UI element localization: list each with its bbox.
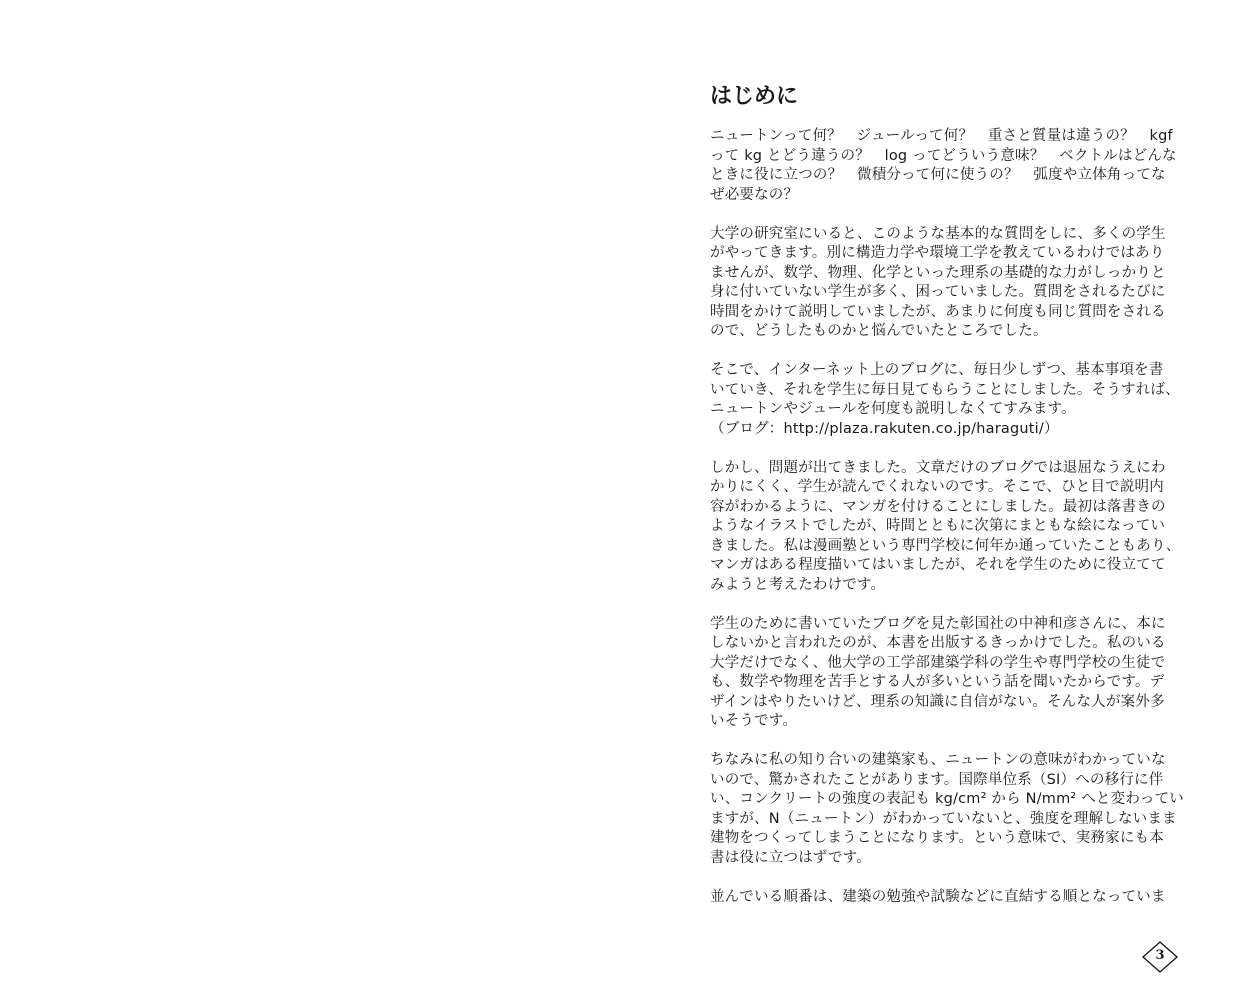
blog-url-line: （ブログ：http://plaza.rakuten.co.jp/haraguti/） [710, 420, 1059, 437]
text-line: も、数学や物理を苦手とする人が多いという話を聞いたからです。デ [710, 674, 1165, 690]
text-line: 建物をつくってしまうことになります。という意味で、実務家にも本 [710, 830, 1164, 846]
text-line: いていき、それを学生に毎日見てもらうことにしました。そうすれば、 [710, 381, 1180, 398]
text-line: 大学の研究室にいると、このような基本的な質問をしに、多くの学生 [710, 225, 1166, 242]
text-line: ニュートンやジュールを何度も説明しなくてすみます。 [710, 401, 1076, 417]
text-line: 大学だけでなく、他大学の工学部建築学科の学生や専門学校の生徒で [710, 654, 1166, 671]
text-line: 容がわかるように、マンガを付けることにしました。最初は落書きの [710, 498, 1166, 515]
text-line: 時間をかけて説明していましたが、あまりに何度も同じ質問をされる [710, 303, 1166, 320]
text-line: マンガはある程度描いてはいましたが、それを学生のために役立てて [710, 557, 1166, 573]
text-line: がやってきます。別に構造力学や環境工学を教えているわけではあり [710, 245, 1165, 261]
text-line: ので、どうしたものかと悩んでいたところでした。 [710, 323, 1048, 339]
paragraph-manga [710, 459, 1180, 596]
paragraph-publishing [710, 615, 1180, 732]
text-line: いので、驚かされたことがあります。国際単位系（SI）への移行に伴 [710, 771, 1164, 788]
text-line: ようなイラストでしたが、時間とともに次第にまともな絵になってい [710, 518, 1166, 534]
paragraph-architect [710, 751, 1184, 868]
text-line: 並んでいる順番は、建築の勉強や試験などに直結する順となっていま [710, 888, 1166, 905]
text-line: って kg とどう違うの？ log ってどういう意味？ ベクトルはどんな [710, 147, 1177, 164]
text-line: 書は役に立つはずです。 [710, 849, 871, 866]
page-heading: はじめに [710, 84, 799, 109]
text-line: しないかと言われたのが、本書を出版するきっかけでした。私のいる [710, 635, 1166, 651]
paragraph-questions [710, 127, 1180, 205]
page-number: 3 [1155, 948, 1165, 963]
body-text [710, 127, 1184, 927]
text-line: い、コンクリートの強度の表記も kg/cm² から N/mm² へと変わってい [710, 791, 1184, 807]
right-page [630, 0, 1260, 1000]
text-line: いそうです。 [710, 713, 798, 729]
text-line: ザインはやりたいけど、理系の知識に自信がない。そんな人が案外多 [710, 693, 1165, 710]
text-line: そこで、インターネット上のブログに、毎日少しずつ、基本事項を書 [710, 362, 1164, 378]
paragraph-order [710, 888, 1180, 908]
text-line: 身に付いていない学生が多く、困っていました。質問をされるたびに [710, 284, 1166, 300]
page-number-badge [1140, 940, 1180, 974]
text-line: ぜ必要なの？ [710, 186, 799, 203]
paragraph-blog [710, 361, 1180, 439]
text-line: ませんが、数学、物理、化学といった理系の基礎的な力がしっかりと [710, 264, 1166, 281]
text-line: ときに役に立つの？ 微積分って何に使うの？ 弧度や立体角ってな [710, 167, 1166, 183]
text-line: ニュートンって何？ ジュールって何？ 重さと質量は違うの？ kgf [710, 128, 1173, 144]
text-line: かりにくく、学生が読んでくれないのです。そこで、ひと目で説明内 [710, 479, 1164, 495]
text-line: みようと考えたわけです。 [710, 576, 886, 593]
text-line: ますが、N（ニュートン）がわかっていないと、強度を理解しないまま [710, 810, 1177, 827]
text-line: ちなみに私の知り合いの建築家も、ニュートンの意味がわかっていな [710, 752, 1166, 768]
text-line: 学生のために書いていたブログを見た彰国社の中神和彦さんに、本に [710, 615, 1166, 632]
text-line: きました。私は漫画塾という専門学校に何年か通っていたこともあり、 [710, 537, 1181, 554]
text-line: しかし、問題が出てきました。文章だけのブログでは退屈なうえにわ [710, 459, 1166, 476]
paragraph-lab [710, 225, 1180, 342]
